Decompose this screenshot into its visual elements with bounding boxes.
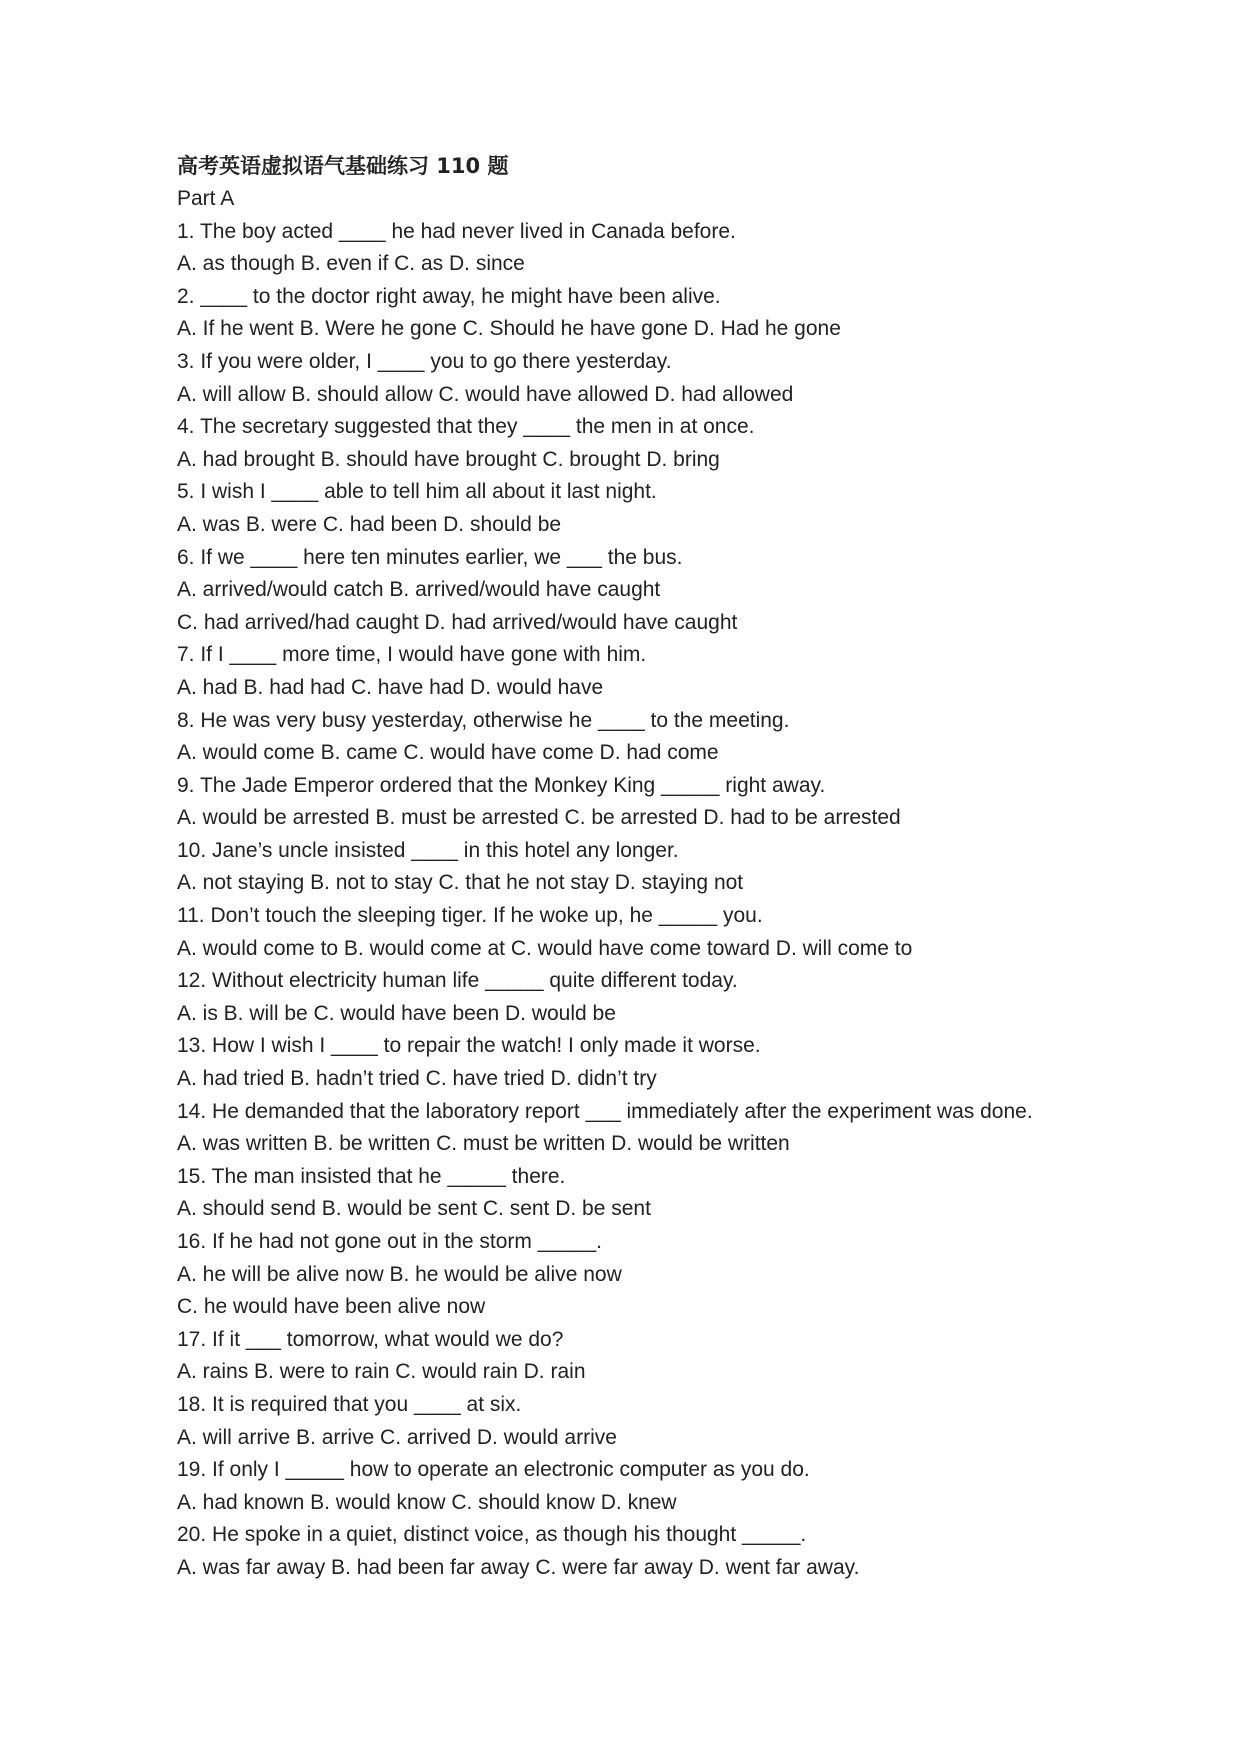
exercise-line: 20. He spoke in a quiet, distinct voice, as though his thought _____. [177,1523,807,1547]
exercise-line: A. would come to B. would come at C. would have come toward D. will come to [177,936,913,960]
exercise-line: 17. If it ___ tomorrow, what would we do? [177,1327,564,1351]
exercise-line: A. is B. will be C. would have been D. would be [177,1001,616,1025]
exercise-line: A. as though B. even if C. as D. since [177,252,525,276]
exercise-line: A. had tried B. hadn’t tried C. have tried D. didn’t try [177,1067,657,1091]
exercise-line: A. was B. were C. had been D. should be [177,512,562,536]
exercise-line: 10. Jane’s uncle insisted ____ in this hotel any longer. [177,838,679,862]
exercise-line: 4. The secretary suggested that they ____ the men in at once. [177,415,755,439]
exercise-line: A. rains B. were to rain C. would rain D. rain [177,1360,586,1384]
exercise-line: 16. If he had not gone out in the storm _____. [177,1230,602,1253]
exercise-line: A. arrived/would catch B. arrived/would have caught [177,578,661,602]
exercise-line: A. not staying B. not to stay C. that he not stay D. staying not [177,871,744,895]
exercise-line: A. should send B. would be sent C. sent D. be sent [177,1197,651,1221]
exercise-line: 14. He demanded that the laboratory report ___ immediately after the experiment was done. [177,1099,1033,1123]
exercise-line: A. would be arrested B. must be arrested C. be arrested D. had to be arrested [177,806,901,830]
exercise-line: 8. He was very busy yesterday, otherwise he ____ to the meeting. [177,708,790,732]
document-title: 高考英语虚拟语气基础练习 110 题 [177,154,509,178]
document-page [177,150,1117,1585]
exercise-line: A. will allow B. should allow C. would have allowed D. had allowed [177,382,794,406]
exercise-line: A. he will be alive now B. he would be alive now [177,1262,622,1286]
exercise-line: A. was far away B. had been far away C. were far away D. went far away. [177,1555,860,1579]
exercise-list [177,216,1117,1585]
exercise-line: 13. How I wish I ____ to repair the watch! I only made it worse. [177,1034,761,1058]
exercise-line: 7. If I ____ more time, I would have gone with him. [177,643,647,667]
exercise-line: 5. I wish I ____ able to tell him all about it last night. [177,480,657,504]
exercise-line: 2. ____ to the doctor right away, he might have been alive. [177,284,721,308]
exercise-line: 15. The man insisted that he _____ there. [177,1164,566,1188]
exercise-line: A. would come B. came C. would have come D. had come [177,741,719,765]
exercise-line: C. he would have been alive now [177,1295,486,1319]
exercise-line: A. If he went B. Were he gone C. Should he have gone D. Had he gone [177,317,841,341]
exercise-line: 11. Don’t touch the sleeping tiger. If he woke up, he _____ you. [177,904,763,928]
exercise-line: 6. If we ____ here ten minutes earlier, we ___ the bus. [177,545,683,569]
exercise-line: A. had B. had had C. have had D. would have [177,675,604,699]
exercise-line: 9. The Jade Emperor ordered that the Monkey King _____ right away. [177,773,826,797]
part-heading: Part A [177,187,235,210]
exercise-line: 3. If you were older, I ____ you to go there yesterday. [177,349,672,373]
exercise-line: A. will arrive B. arrive C. arrived D. would arrive [177,1425,617,1449]
exercise-line: C. had arrived/had caught D. had arrived/would have caught [177,610,738,634]
exercise-line: 12. Without electricity human life _____ quite different today. [177,969,738,993]
exercise-line: 1. The boy acted ____ he had never lived in Canada before. [177,219,736,243]
exercise-line: 18. It is required that you ____ at six. [177,1392,522,1416]
exercise-line: A. was written B. be written C. must be written D. would be written [177,1132,790,1156]
exercise-line: A. had brought B. should have brought C. brought D. bring [177,447,720,471]
exercise-line: 19. If only I _____ how to operate an electronic computer as you do. [177,1458,810,1482]
exercise-line: A. had known B. would know C. should know D. knew [177,1490,677,1514]
